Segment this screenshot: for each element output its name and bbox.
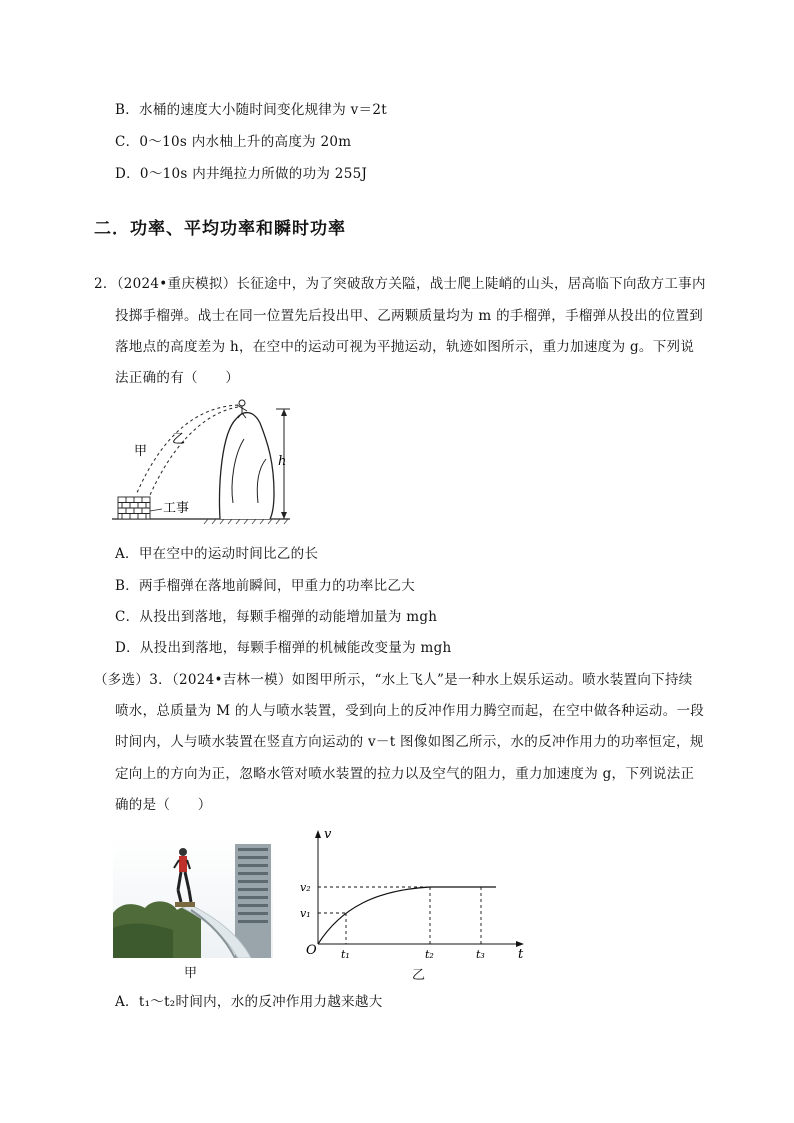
label-jia: 甲 (134, 444, 148, 459)
q2-stem-line-2: 投掷手榴弹。战士在同一位置先后投出甲、乙两颗质量均为 m 的手榴弹，手榴弹从投出的位置到 (115, 308, 704, 324)
q3-stem-line-3: 时间内，人与喷水装置在竖直方向运动的 v－t 图像如图乙所示，水的反冲作用力的功率恒定，规 (115, 734, 704, 750)
label-origin: O (306, 943, 317, 958)
q1-option-c: C．0～10s 内水柚上升的高度为 20m (115, 134, 352, 150)
q3-stem-line-2: 喷水，总质量为 M 的人与喷水装置，受到向上的反冲作用力腾空而起，在空中做各种运动。一段 (115, 703, 705, 719)
label-gongshi: 工事 (163, 501, 190, 516)
label-yi: 乙 (172, 432, 186, 447)
label-t3: t₃ (476, 948, 485, 961)
q3-vt-graph (296, 826, 532, 962)
q3-stem-line-1: （多选）3．（2024•吉林一模）如图甲所示，“水上飞人”是一种水上娱乐运动。喷水装置向下持续 (94, 672, 693, 688)
velocity-curve (318, 887, 430, 944)
q3-option-a: A．t₁～t₂时间内，水的反冲作用力越来越大 (115, 994, 383, 1010)
label-v: v (324, 827, 332, 842)
q2-stem-line-3: 落地点的高度差为 h，在空中的运动可视为平抛运动，轨迹如图所示，重力加速度为 g。下列说 (115, 339, 695, 355)
q1-option-b: B．水桶的速度大小随时间变化规律为 v＝2t (115, 102, 387, 118)
q2-option-d: D．从投出到落地，每颗手榴弹的机械能改变量为 mgh (115, 640, 452, 656)
q2-stem-line-4: 法正确的有（ ） (115, 370, 240, 386)
label-t: t (518, 947, 524, 962)
mountain (220, 413, 274, 519)
building (235, 844, 271, 958)
q3-stem-line-4: 定向上的方向为正，忽略水管对喷水装置的拉力以及空气的阻力，重力加速度为 g，下列说法正 (115, 766, 695, 782)
q2-option-c: C．从投出到落地，每颗手榴弹的动能增加量为 mgh (115, 609, 438, 625)
bunker (118, 497, 150, 519)
q1-option-d: D．0～10s 内井绳拉力所做的功为 255J (115, 166, 368, 182)
label-t1: t₁ (341, 948, 350, 961)
q3-stem-line-5: 确的是（ ） (115, 797, 212, 813)
q2-option-b: B．两手榴弹在落地前瞬间，甲重力的功率比乙大 (115, 578, 416, 594)
q3-photo-jia (113, 838, 273, 958)
q2-option-a: A．甲在空中的运动时间比乙的长 (115, 546, 319, 562)
caption-yi: 乙 (412, 968, 426, 983)
label-t2: t₂ (425, 948, 434, 961)
label-v2: v₂ (300, 881, 311, 894)
q2-mountain-figure (108, 393, 298, 528)
section-heading: 二．功率、平均功率和瞬时功率 (94, 219, 346, 239)
label-v1: v₁ (300, 907, 311, 920)
label-h: h (278, 454, 287, 469)
ground-hatching (204, 519, 288, 524)
caption-jia: 甲 (184, 966, 198, 981)
q2-stem-line-1: 2．（2024•重庆模拟）长征途中，为了突破敌方关隘，战士爬上陡峭的山头，居高临下向敌方工事内 (94, 276, 706, 292)
